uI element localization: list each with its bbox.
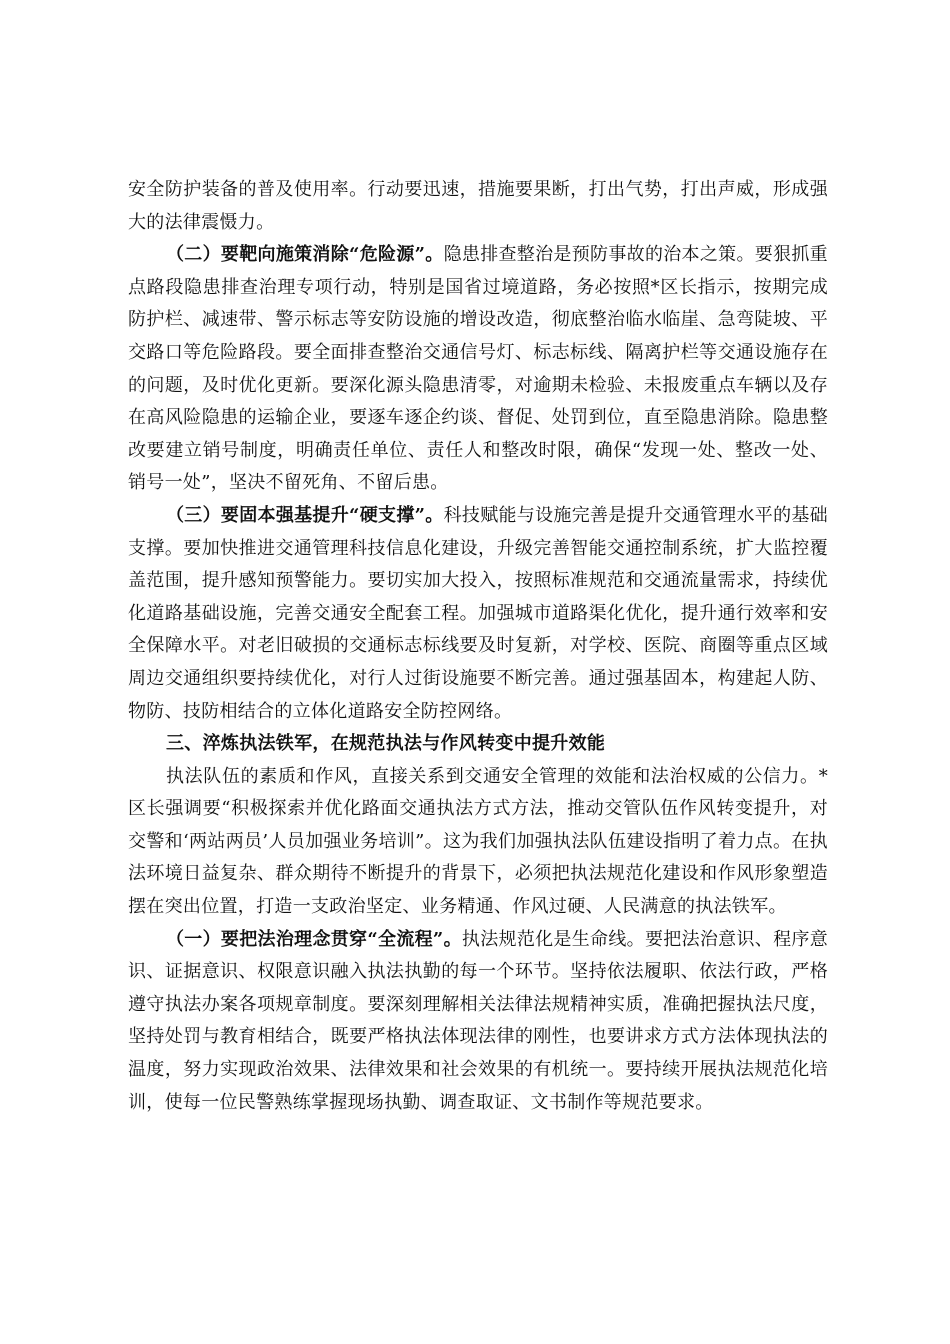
paragraph-lead: （一）要把法治理念贯穿“全流程”。: [166, 928, 462, 950]
paragraph-text: 隐患排查整治是预防事故的治本之策。要狠抓重点路段隐患排查治理专项行动，特别是国省过境道路，务必按照*区长指示，按期完成防护栏、减速带、警示标志等安防设施的增设改造，彻底整治临水临崖、急弯陡坡、平交路口等危险路段。要全面排查整治交通信号灯、标志标线、隔离护栏等交通设施存在的问题，及时优化更新。要深化源头隐患清零，对逾期未检验、未报废重点车辆以及存在高风险隐患的运输企业，要逐车逐企约谈、督促、处罚到位，直至隐患消除。隐患整改要建立销号制度，明确责任单位、责任人和整改时限，确保“发现一处、整改一处、销号一处”，坚决不留死角、不留后患。: [128, 244, 828, 494]
paragraph-enforcement-team: [128, 761, 828, 924]
paragraph-lead: （三）要固本强基提升“硬支撑”。: [166, 504, 444, 526]
paragraph-hard-support: [128, 500, 828, 728]
paragraph-text: 科技赋能与设施完善是提升交通管理水平的基础支撑。要加快推进交通管理科技信息化建设，升级完善智能交通控制系统，扩大监控覆盖范围，提升感知预警能力。要切实加大投入，按照标准规范和交通流量需求，持续优化道路基础设施，完善交通安全配套工程。加强城市道路渠化优化，提升通行效率和安全保障水平。对老旧破损的交通标志标线要及时复新，对学校、医院、商圈等重点区域周边交通组织要持续优化，对行人过街设施要不断完善。通过强基固本，构建起人防、物防、技防相结合的立体化道路安全防控网络。: [128, 504, 828, 722]
paragraph-hazard-sources: [128, 239, 828, 500]
section-heading: 三、淬炼执法铁军，在规范执法与作风转变中提升效能: [166, 733, 606, 755]
paragraph-text: 执法队伍的素质和作风，直接关系到交通安全管理的效能和法治权威的公信力。*区长强调要“积极探索并优化路面交通执法方式方法，推动交管队伍作风转变提升，对交警和‘两站两员’人员加强业务培训”。这为我们加强执法队伍建设指明了着力点。在执法环境日益复杂、群众期待不断提升的背景下，必须把执法规范化建设和作风形象塑造摆在突出位置，打造一支政治坚定、业务精通、作风过硬、人民满意的执法铁军。: [128, 765, 828, 918]
paragraph-text: 执法规范化是生命线。要把法治意识、程序意识、证据意识、权限意识融入执法执勤的每一个环节。坚持依法履职、依法行政，严格遵守执法办案各项规章制度。要深刻理解相关法律法规精神实质，准确把握执法尺度，坚持处罚与教育相结合，既要严格执法体现法律的刚性，也要讲求方式方法体现执法的温度，努力实现政治效果、法律效果和社会效果的有机统一。要持续开展执法规范化培训，使每一位民警熟练掌握现场执勤、调查取证、文书制作等规范要求。: [128, 928, 829, 1113]
paragraph-lead: （二）要靶向施策消除“危险源”。: [166, 244, 444, 266]
document-page: [128, 174, 828, 1119]
paragraph-text: 安全防护装备的普及使用率。行动要迅速，措施要果断，打出气势，打出声威，形成强大的法律震慑力。: [128, 179, 828, 233]
paragraph-rule-of-law: [128, 924, 828, 1120]
paragraph-continuation: [128, 174, 828, 239]
